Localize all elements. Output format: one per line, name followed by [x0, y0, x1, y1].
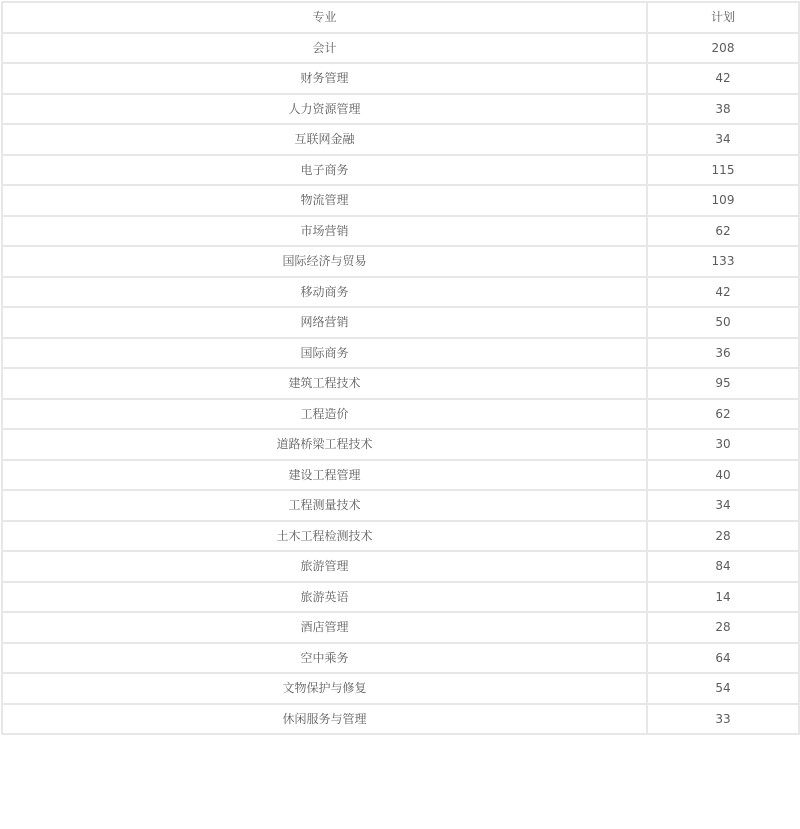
plan-cell: 40	[647, 460, 799, 491]
major-cell: 互联网金融	[2, 124, 647, 155]
major-cell: 空中乘务	[2, 643, 647, 674]
enrollment-plan-table	[1, 1, 800, 735]
header-major: 专业	[2, 2, 647, 33]
table-row	[2, 399, 799, 430]
major-cell: 财务管理	[2, 63, 647, 94]
major-cell: 旅游管理	[2, 551, 647, 582]
table-row	[2, 216, 799, 247]
table-row	[2, 643, 799, 674]
plan-cell: 109	[647, 185, 799, 216]
plan-cell: 95	[647, 368, 799, 399]
table-body	[2, 33, 799, 735]
major-cell: 国际商务	[2, 338, 647, 369]
major-cell: 市场营销	[2, 216, 647, 247]
plan-cell: 14	[647, 582, 799, 613]
table-row	[2, 63, 799, 94]
major-cell: 会计	[2, 33, 647, 64]
major-cell: 电子商务	[2, 155, 647, 186]
major-cell: 旅游英语	[2, 582, 647, 613]
major-cell: 移动商务	[2, 277, 647, 308]
table-row	[2, 551, 799, 582]
plan-cell: 208	[647, 33, 799, 64]
plan-cell: 28	[647, 612, 799, 643]
plan-cell: 64	[647, 643, 799, 674]
major-cell: 土木工程检测技术	[2, 521, 647, 552]
table-row	[2, 94, 799, 125]
plan-cell: 50	[647, 307, 799, 338]
major-cell: 国际经济与贸易	[2, 246, 647, 277]
plan-cell: 62	[647, 399, 799, 430]
table-row	[2, 582, 799, 613]
plan-cell: 33	[647, 704, 799, 735]
plan-cell: 54	[647, 673, 799, 704]
plan-cell: 30	[647, 429, 799, 460]
plan-cell: 42	[647, 277, 799, 308]
table-row	[2, 277, 799, 308]
table-row	[2, 368, 799, 399]
major-cell: 人力资源管理	[2, 94, 647, 125]
plan-cell: 28	[647, 521, 799, 552]
plan-cell: 34	[647, 124, 799, 155]
major-cell: 工程造价	[2, 399, 647, 430]
major-cell: 酒店管理	[2, 612, 647, 643]
header-plan: 计划	[647, 2, 799, 33]
table-row	[2, 246, 799, 277]
major-cell: 建筑工程技术	[2, 368, 647, 399]
table-header-row	[2, 2, 799, 33]
table-row	[2, 704, 799, 735]
major-cell: 物流管理	[2, 185, 647, 216]
table-row	[2, 338, 799, 369]
table-row	[2, 460, 799, 491]
table-row	[2, 673, 799, 704]
major-cell: 网络营销	[2, 307, 647, 338]
plan-cell: 34	[647, 490, 799, 521]
plan-cell: 36	[647, 338, 799, 369]
plan-cell: 38	[647, 94, 799, 125]
table-row	[2, 155, 799, 186]
table-row	[2, 33, 799, 64]
table-row	[2, 612, 799, 643]
major-cell: 文物保护与修复	[2, 673, 647, 704]
major-cell: 建设工程管理	[2, 460, 647, 491]
table-row	[2, 124, 799, 155]
plan-cell: 133	[647, 246, 799, 277]
table-row	[2, 521, 799, 552]
major-cell: 休闲服务与管理	[2, 704, 647, 735]
plan-cell: 115	[647, 155, 799, 186]
plan-cell: 62	[647, 216, 799, 247]
table-row	[2, 490, 799, 521]
major-cell: 工程测量技术	[2, 490, 647, 521]
table-row	[2, 185, 799, 216]
plan-cell: 84	[647, 551, 799, 582]
major-cell: 道路桥梁工程技术	[2, 429, 647, 460]
table-row	[2, 307, 799, 338]
plan-cell: 42	[647, 63, 799, 94]
table-row	[2, 429, 799, 460]
